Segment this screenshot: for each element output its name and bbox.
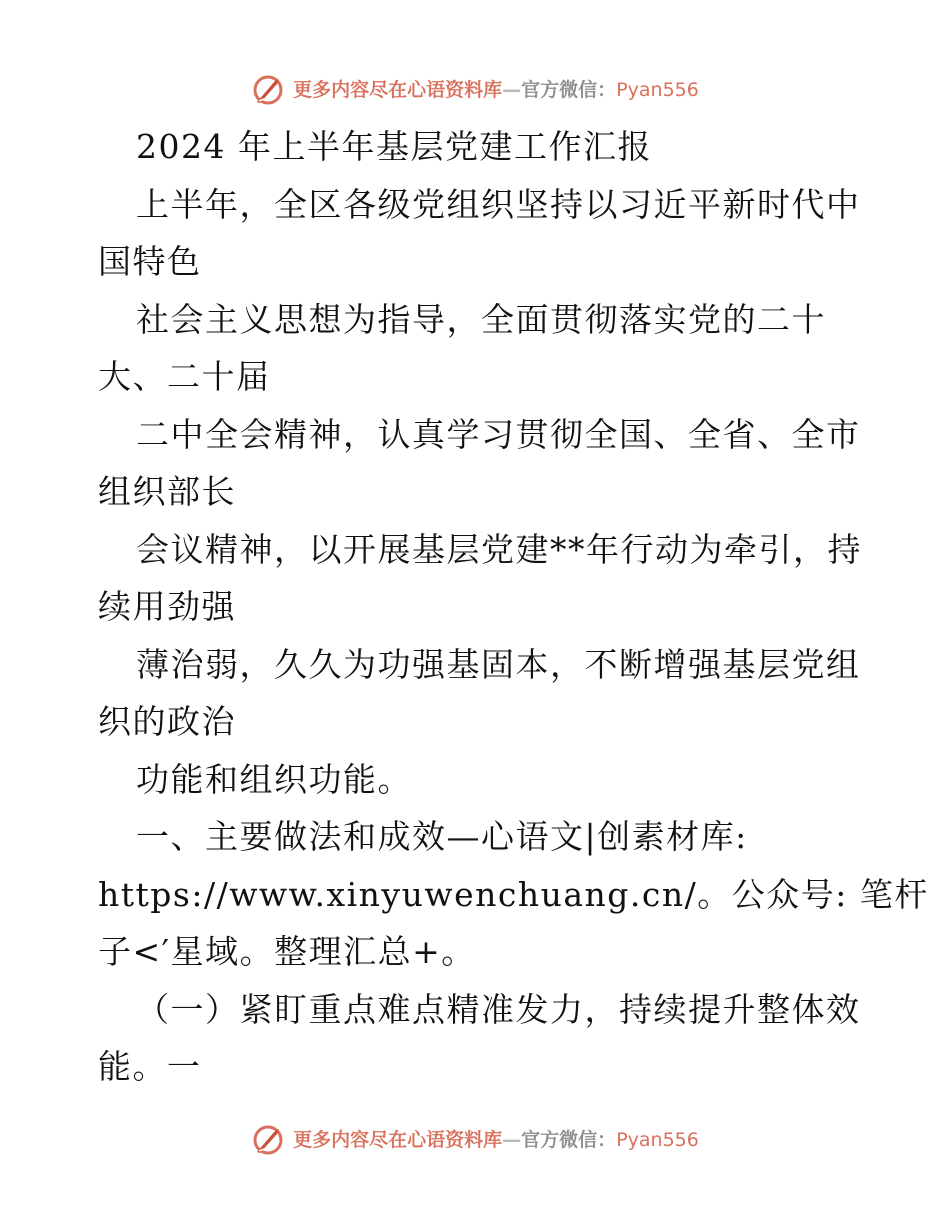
subsection-heading: （一）紧盯重点难点精准发力，持续提升整体效	[136, 989, 861, 1029]
watermark-text	[293, 78, 699, 101]
text-line: 功能和组织功能。	[136, 759, 412, 799]
watermark-dash: —	[502, 78, 522, 101]
section-heading: 一、主要做法和成效—心语文|创素材库:	[136, 817, 748, 856]
text-line: 大、二十届	[98, 357, 271, 396]
document-title: 2024 年上半年基层党建工作汇报	[136, 127, 652, 166]
header-watermark	[0, 68, 950, 112]
text-line: 会议精神，以开展基层党建**年行动为牵引，持	[136, 529, 862, 569]
source-url-line: https://www.xinyuwenchuang.cn/。公众号: 笔杆	[98, 874, 929, 914]
text-line: 子<′星域。整理汇总+。	[98, 932, 476, 971]
quill-pen-logo-icon	[251, 1123, 285, 1157]
watermark-text	[293, 1128, 699, 1151]
text-line: 能。一	[98, 1047, 202, 1086]
text-line: 上半年，全区各级党组织坚持以习近平新时代中	[136, 184, 861, 224]
watermark-wechat-label: 官方微信：	[521, 78, 617, 101]
footer-watermark	[0, 1118, 950, 1162]
watermark-main: 更多内容尽在心语资料库	[293, 78, 503, 101]
watermark-wechat-id: Pyan556	[616, 1128, 699, 1151]
text-line: 社会主义思想为指导，全面贯彻落实党的二十	[136, 299, 826, 339]
watermark-main: 更多内容尽在心语资料库	[293, 1128, 503, 1151]
text-line: 续用劲强	[98, 587, 236, 626]
watermark-wechat-label: 官方微信：	[521, 1128, 617, 1151]
text-line: 国特色	[98, 242, 202, 281]
document-body	[98, 118, 929, 1096]
text-line: 组织部长	[98, 472, 236, 511]
text-line: 织的政治	[98, 702, 236, 741]
quill-pen-logo-icon	[251, 73, 285, 107]
watermark-dash: —	[502, 1128, 522, 1151]
text-line: 薄治弱，久久为功强基固本，不断增强基层党组	[136, 644, 861, 684]
text-line: 二中全会精神，认真学习贯彻全国、全省、全市	[136, 414, 861, 454]
watermark-wechat-id: Pyan556	[616, 78, 699, 101]
